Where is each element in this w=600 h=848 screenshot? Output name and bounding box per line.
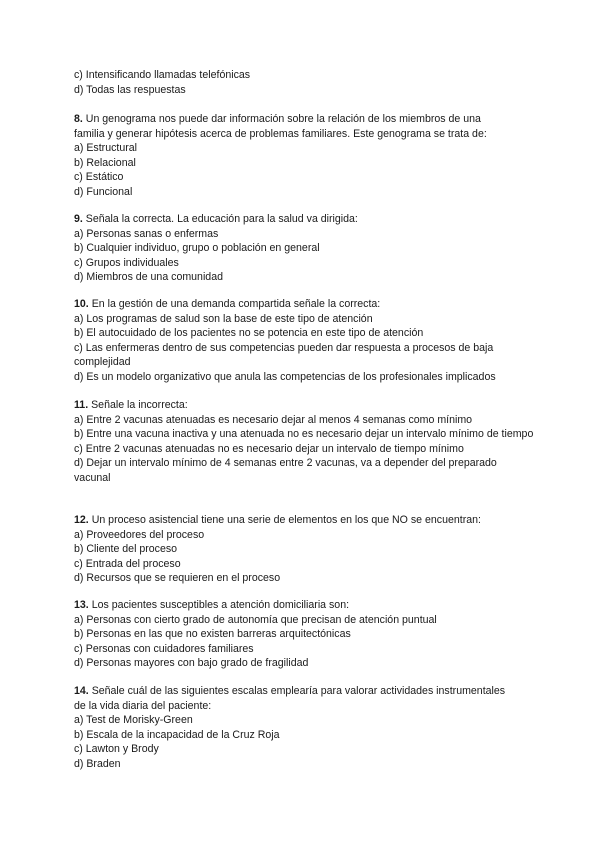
option: b) Escala de la incapacidad de la Cruz Roja: [74, 728, 280, 741]
option: a) Test de Morisky-Green: [74, 714, 193, 727]
option: b) Cualquier individuo, grupo o población en general: [74, 242, 320, 255]
option: d) Todas las respuestas: [74, 83, 186, 96]
stem-line: Un genograma nos puede dar información sobre la relación de los miembros de una: [85, 113, 481, 125]
stem-line: familia y generar hipótesis acerca de problemas familiares. Este genograma se trata de:: [74, 127, 487, 140]
option: d) Miembros de una comunidad: [74, 271, 223, 284]
option: b) Entre una vacuna inactiva y una atenuada no es necesario dejar un intervalo mínimo de tiempo: [74, 428, 534, 441]
previous-question-options: [74, 68, 534, 97]
option: a) Estructural: [74, 142, 137, 155]
question-number: 8.: [74, 113, 83, 125]
stem-line: Señale cuál de las siguientes escalas emplearía para valorar actividades instrumentales: [91, 685, 506, 697]
option: b) El autocuidado de los pacientes no se potencia en este tipo de atención: [74, 327, 424, 340]
question-11: [74, 398, 534, 486]
option: d) Recursos que se requieren en el proceso: [74, 572, 281, 585]
stem-line: Los pacientes susceptibles a atención domiciliaria son:: [91, 599, 350, 611]
stem-line: En la gestión de una demanda compartida señale la correcta:: [91, 298, 381, 310]
option: c) Grupos individuales: [74, 256, 179, 269]
question-10: [74, 297, 534, 385]
option: d) Dejar un intervalo mínimo de 4 semanas entre 2 vacunas, va a depender del preparado vacunal: [74, 457, 497, 484]
stem-line: Un proceso asistencial tiene una serie de elementos en los que NO se encuentran:: [91, 514, 481, 526]
question-number: 11.: [74, 399, 89, 411]
option: a) Personas con cierto grado de autonomía que precisan de atención puntual: [74, 613, 437, 626]
question-9: [74, 212, 534, 285]
option: a) Los programas de salud son la base de este tipo de atención: [74, 312, 373, 325]
option: c) Las enfermeras dentro de sus competencias pueden dar respuesta a procesos de baja complejidad: [74, 341, 494, 369]
question-stem: [74, 513, 534, 528]
option: b) Cliente del proceso: [74, 543, 178, 556]
question-number: 9.: [74, 213, 83, 225]
question-number: 14.: [74, 685, 89, 697]
option: b) Personas en las que no existen barreras arquitectónicas: [74, 628, 351, 641]
option: c) Entrada del proceso: [74, 557, 181, 570]
question-number: 10.: [74, 298, 89, 310]
question-13: [74, 598, 534, 671]
question-stem: [74, 112, 534, 127]
option: c) Personas con cuidadores familiares: [74, 642, 254, 655]
option: d) Funcional: [74, 185, 133, 198]
question-8: [74, 112, 534, 200]
option: b) Relacional: [74, 156, 136, 169]
question-number: 13.: [74, 599, 89, 611]
option: c) Lawton y Brody: [74, 743, 159, 756]
stem-line: Señala la correcta. La educación para la salud va dirigida:: [85, 213, 358, 225]
question-stem: [74, 598, 534, 613]
stem-line: de la vida diaria del paciente:: [74, 699, 212, 712]
option: a) Proveedores del proceso: [74, 528, 205, 541]
option: c) Intensificando llamadas telefónicas: [74, 69, 251, 81]
question-stem: [74, 684, 534, 699]
option: a) Entre 2 vacunas atenuadas es necesario dejar al menos 4 semanas como mínimo: [74, 413, 473, 426]
question-12: [74, 513, 534, 586]
option: c) Entre 2 vacunas atenuadas no es necesario dejar un intervalo de tiempo mínimo: [74, 442, 464, 455]
option: c) Estático: [74, 171, 124, 184]
option: d) Braden: [74, 757, 121, 770]
question-stem: [74, 297, 534, 312]
option: d) Personas mayores con bajo grado de fragilidad: [74, 657, 309, 670]
question-stem: [74, 212, 534, 227]
stem-line: Señale la incorrecta:: [91, 399, 188, 411]
question-14: [74, 684, 534, 772]
option: a) Personas sanas o enfermas: [74, 227, 219, 240]
question-stem: [74, 398, 534, 413]
question-number: 12.: [74, 514, 89, 526]
option: d) Es un modelo organizativo que anula las competencias de los profesionales implicados: [74, 370, 496, 383]
